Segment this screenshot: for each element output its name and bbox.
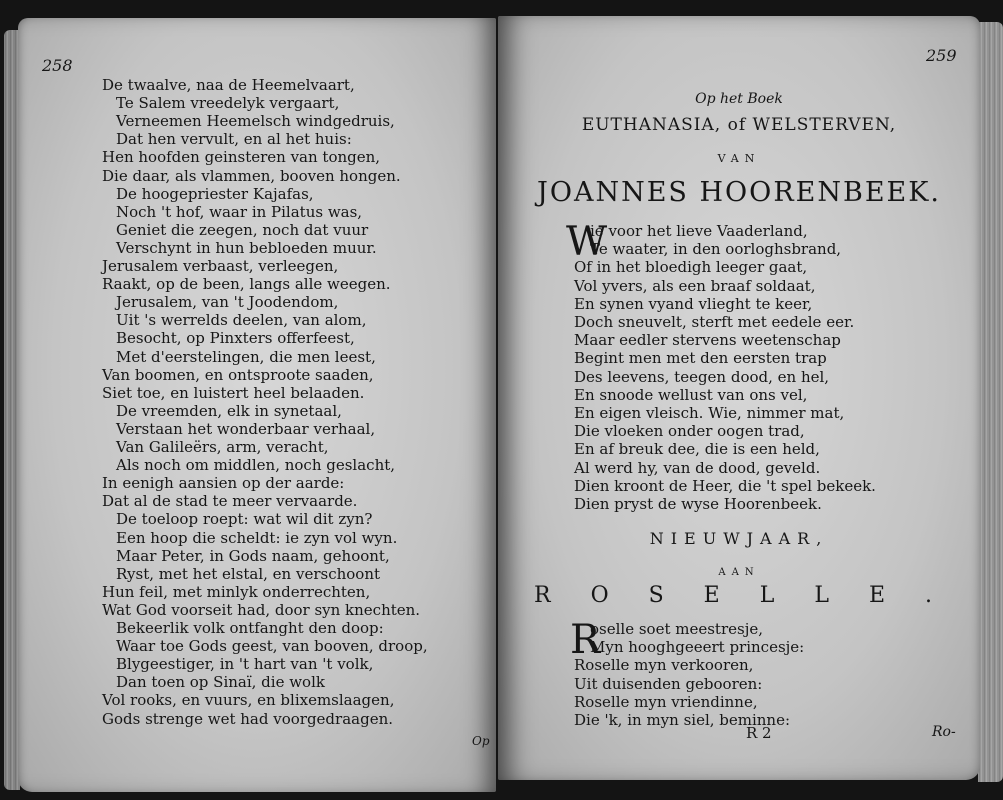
verse-line: Of in het bloedigh leeger gaat, [574, 258, 808, 277]
right-page [498, 16, 980, 780]
verse-line: Te waater, in den oorloghsbrand, [590, 240, 842, 259]
verse-line: Verneemen Heemelsch windgedruis, [116, 112, 395, 131]
verse-line: Blygeestiger, in 't hart van 't volk, [116, 655, 374, 674]
verse-line: Uit duisenden gebooren: [574, 674, 763, 693]
verse-line: ie voor het lieve Vaaderland, [590, 222, 808, 240]
verse-line: Uit 's werrelds deelen, van alom, [116, 311, 367, 330]
heading-euthanasia: EUTHANASIA, of WELSTERVEN, [581, 115, 897, 135]
verse-line: Die vloeken onder oogen trad, [574, 422, 805, 441]
verse-line: Een hoop die scheldt: ie zyn vol wyn. [116, 528, 398, 547]
left-page [18, 18, 496, 792]
verse-line: Ryst, met het elstal, en verschoont [116, 564, 381, 583]
verse-line: De vreemden, elk in synetaal, [116, 401, 342, 420]
verse-line: Verstaan het wonderbaar verhaal, [116, 419, 376, 438]
verse-line: De twaalve, naa de Heemelvaart, [102, 76, 355, 94]
verse-line: Al werd hy, van de dood, geveld. [574, 458, 821, 477]
signature-mark: R 2 [746, 724, 772, 742]
verse-line: Dat al de stad te meer vervaarde. [102, 492, 358, 511]
verse-line: Vol rooks, en vuurs, en blixemslaagen, [102, 691, 395, 710]
page-number-right: 259 [926, 46, 957, 65]
verse-line: Maar eedler stervens weetenschap [574, 331, 841, 350]
verse-line: Noch 't hof, waar in Pilatus was, [116, 202, 363, 221]
heading-op-het-boek: Op het Boek [695, 91, 783, 107]
verse-line: Hun feil, met minlyk onderrechten, [102, 582, 371, 601]
catchword-left: Op [472, 734, 490, 748]
right-page-edges [978, 22, 1003, 782]
verse-line: oselle soet meestresje, [590, 620, 763, 638]
verse-line: Jerusalem, van 't Joodendom, [116, 293, 339, 312]
heading-nieuwjaar: NIEUWJAAR, [649, 529, 829, 548]
verse-line: Dan toen op Sinaï, die wolk [116, 673, 325, 692]
verse-line: Des leevens, teegen dood, en hel, [574, 367, 830, 386]
verse-line: De toeloop roept: wat wil dit zyn? [116, 510, 373, 529]
verse-line: Besocht, op Pinxters offerfeest, [116, 329, 355, 348]
verse-line: En eigen vleisch. Wie, nimmer mat, [574, 404, 845, 422]
verse-line: Gods strenge wet had voorgedraagen. [102, 709, 393, 728]
verse-line: Waar toe Gods geest, van booven, droop, [116, 637, 428, 656]
verse-line: Roselle myn vriendinne, [574, 692, 758, 711]
verse-line: En af breuk dee, die is een held, [574, 440, 820, 459]
heading-aan: AAN [718, 567, 760, 578]
verse-line: Dat hen vervult, en al het huis: [116, 130, 352, 149]
verse-line: Raakt, op de been, langs alle weegen. [102, 275, 391, 294]
dropcap-r: R [570, 617, 601, 663]
heading-roselle: ROSELLE. [534, 583, 973, 608]
verse-line: Siet toe, en luistert heel belaaden. [102, 383, 365, 402]
verse-line: En synen vyand vlieght te keer, [574, 294, 813, 313]
verse-line: Jerusalem verbaast, verleegen, [102, 257, 339, 275]
verse-line: Die daar, als vlammen, booven hongen. [102, 166, 401, 185]
verse-line: Doch sneuvelt, sterft met eedele eer. [574, 313, 855, 331]
verse-line: De hoogepriester Kajafas, [116, 184, 314, 203]
verse-line: Bekeerlik volk ontfanght den doop: [116, 619, 384, 637]
verse-line: Dien pryst de wyse Hoorenbeek. [574, 495, 822, 513]
verse-line: Van boomen, en ontsproote saaden, [102, 365, 374, 384]
verse-line: Dien kroont de Heer, die 't spel bekeek. [574, 476, 876, 495]
verse-line: Van Galileërs, arm, veracht, [116, 438, 329, 456]
catchword-right: Ro- [932, 724, 956, 740]
verse-line: Roselle myn verkooren, [574, 656, 754, 675]
verse-line: Myn hooghgeeert princesje: [590, 638, 805, 657]
verse-line: Die 'k, in myn siel, beminne: [574, 711, 791, 729]
heading-van: VAN [717, 152, 761, 165]
verse-line: Verschynt in hun bebloeden muur. [116, 238, 377, 257]
verse-line: Vol yvers, als een braaf soldaat, [574, 276, 816, 295]
verse-line: Te Salem vreedelyk vergaart, [116, 94, 340, 113]
page-number-left: 258 [42, 56, 73, 75]
verse-line: Als noch om middlen, noch geslacht, [116, 456, 396, 475]
dropcap-w: W [566, 219, 608, 265]
verse-line: Met d'eerstelingen, die men leest, [116, 347, 376, 366]
verse-line: Maar Peter, in Gods naam, gehoont, [116, 546, 390, 565]
verse-line: Begint men met den eersten trap [574, 349, 827, 368]
verse-line: Hen hoofden geinsteren van tongen, [102, 148, 381, 167]
verse-line: En snoode wellust van ons vel, [574, 385, 808, 404]
verse-line: Wat God voorseit had, door syn knechten. [102, 600, 421, 619]
verse-line: Geniet die zeegen, noch dat vuur [116, 220, 369, 239]
verse-line: In eenigh aansien op der aarde: [102, 474, 345, 493]
heading-author: JOANNES HOORENBEEK. [537, 177, 941, 208]
